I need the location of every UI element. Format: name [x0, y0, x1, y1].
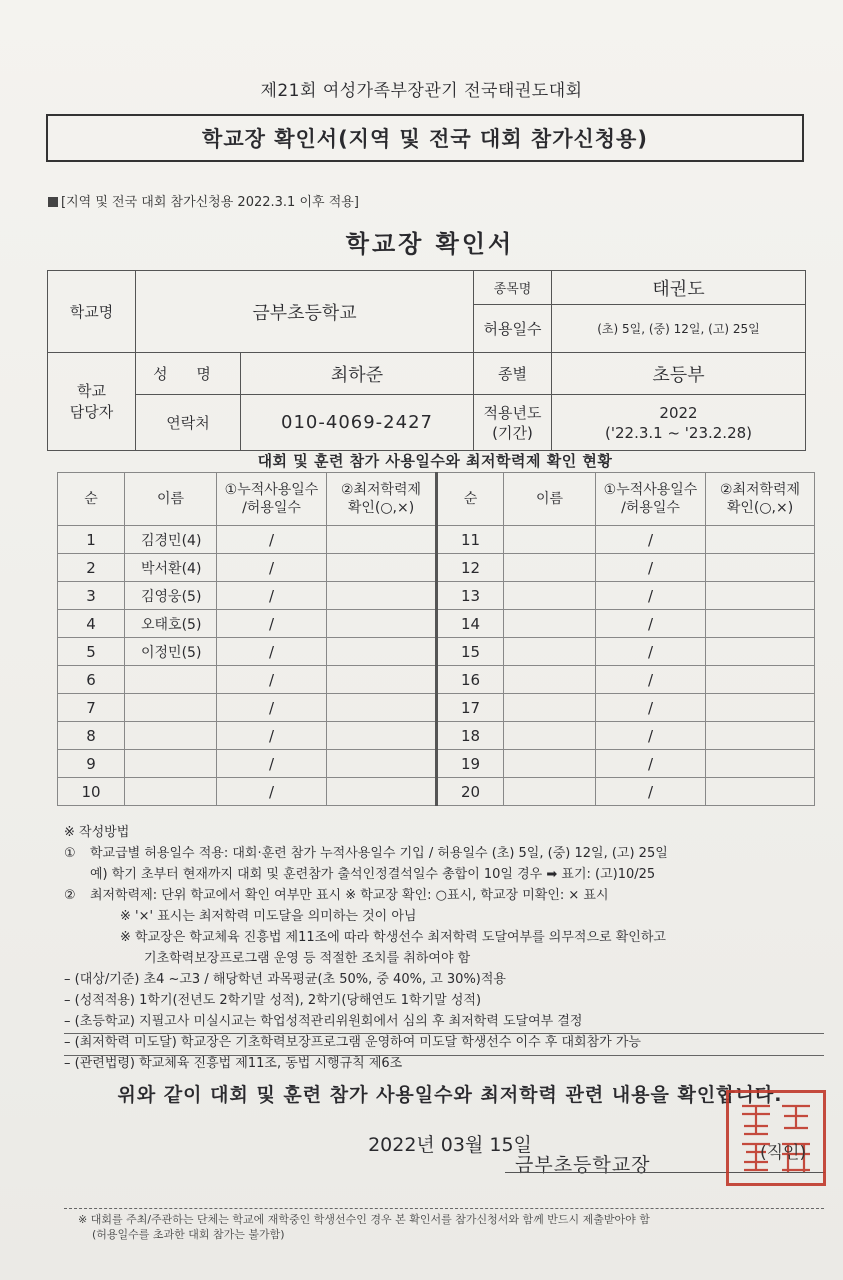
table-row: [58, 778, 815, 806]
table-row: [58, 582, 815, 610]
row-check-right: [706, 610, 815, 638]
note-1-text: 학교급별 허용일수 적용: 대회·훈련 참가 누적사용일수 기입 / 허용일수 (초) 5일, (중) 12일, (고) 25일: [90, 846, 668, 861]
row-name: [125, 694, 217, 722]
detail-target: – (대상/기준) 초4 ~고3 / 해당학년 과목평균(초 50%, 중 40%, 고 30%)적용: [64, 972, 506, 987]
square-bullet-icon: [48, 197, 58, 207]
row-name: 이정민(5): [125, 638, 217, 666]
school-name: 금부초등학교: [136, 271, 474, 353]
row-check-right: [706, 582, 815, 610]
detail-not-reached: – (최저학력 미도달) 학교장은 기초학력보장프로그램 운영하여 미도달 학생선수 이수 후 대회참가 가능: [64, 1035, 641, 1050]
row-check: [327, 554, 437, 582]
row-check: [327, 750, 437, 778]
row-name: [125, 778, 217, 806]
signer-name: 금부초등학교장: [515, 1154, 651, 1176]
footer-note: [78, 1212, 650, 1242]
notes-divider: [64, 1033, 824, 1034]
scope-note: [48, 191, 359, 210]
row-days: /: [217, 778, 327, 806]
header-check-right: ②최저학력제 확인(○,×): [706, 473, 815, 526]
header-no-right: 순: [437, 473, 504, 526]
row-no: 3: [58, 582, 125, 610]
row-no-right: 12: [437, 554, 504, 582]
footer-line-1: ※ 대회를 주최/주관하는 단체는 학교에 재학중인 학생선수인 경우 본 확인서를 참가신청서와 함께 반드시 제출받아야 함: [78, 1213, 650, 1226]
row-days: /: [217, 582, 327, 610]
notes-divider-bottom: [64, 1055, 824, 1056]
row-days: /: [217, 666, 327, 694]
table-header-row: [58, 473, 815, 526]
note-2: [64, 885, 824, 906]
phone-value: 010-4069-2427: [241, 395, 474, 451]
row-no-right: 15: [437, 638, 504, 666]
row-name-right: [504, 778, 596, 806]
row-no: 2: [58, 554, 125, 582]
row-no: 9: [58, 750, 125, 778]
row-name-right: [504, 694, 596, 722]
row-days-right: /: [596, 638, 706, 666]
row-check: [327, 778, 437, 806]
status-title: 대회 및 훈련 참가 사용일수와 최저학력제 확인 현황: [257, 452, 613, 470]
form-title: 학교장 확인서: [345, 230, 515, 258]
row-days: /: [217, 750, 327, 778]
confirmation-statement: 위와 같이 대회 및 훈련 참가 사용일수와 최저학력 관련 내용을 확인합니다.: [117, 1084, 783, 1106]
row-days-right: /: [596, 666, 706, 694]
row-no-right: 17: [437, 694, 504, 722]
row-check: [327, 722, 437, 750]
note-2a: ※ '×' 표시는 최저학력 미도달을 의미하는 것이 아님: [120, 909, 417, 924]
row-check: [327, 666, 437, 694]
row-name-right: [504, 722, 596, 750]
document-title-box: [46, 114, 804, 162]
row-no: 1: [58, 526, 125, 554]
row-days: /: [217, 722, 327, 750]
allow-value: (초) 5일, (중) 12일, (고) 25일: [552, 305, 806, 353]
notes-heading: ※ 작성방법: [64, 825, 130, 840]
row-days-right: /: [596, 526, 706, 554]
note-2-text: 최저학력제: 단위 학교에서 확인 여부만 표시 ※ 학교장 확인: ○표시, 학교장 미확인: × 표시: [90, 888, 609, 903]
row-days-right: /: [596, 554, 706, 582]
row-check: [327, 526, 437, 554]
school-label: 학교명: [48, 271, 136, 353]
note-2c: 기초학력보장프로그램 운영 등 적절한 조치를 취하여야 함: [144, 951, 471, 966]
school-info-table: [47, 270, 806, 451]
row-no: 5: [58, 638, 125, 666]
row-no-right: 13: [437, 582, 504, 610]
row-no: 10: [58, 778, 125, 806]
detail-law: – (관련법령) 학교체육 진흥법 제11조, 동법 시행규칙 제6조: [64, 1056, 403, 1071]
header-name: 이름: [125, 473, 217, 526]
table-row: [58, 750, 815, 778]
row-days-right: /: [596, 778, 706, 806]
row-name-right: [504, 638, 596, 666]
note-2-mark: ②: [64, 888, 76, 903]
row-days-right: /: [596, 722, 706, 750]
header-check: ②최저학력제 확인(○,×): [327, 473, 437, 526]
row-check-right: [706, 750, 815, 778]
row-name: 오태호(5): [125, 610, 217, 638]
instructions: [64, 822, 824, 1074]
row-no: 7: [58, 694, 125, 722]
year-value: 2022 ('22.3.1 ~ '23.2.28): [552, 395, 806, 451]
table-row: [58, 526, 815, 554]
row-name: 박서환(4): [125, 554, 217, 582]
row-name-right: [504, 750, 596, 778]
row-days: /: [217, 694, 327, 722]
note-2b: ※ 학교장은 학교체육 진흥법 제11조에 따라 학생선수 최저학력 도달여부를 의무적으로 확인하고: [120, 930, 666, 945]
footer-line-2: (허용일수를 초과한 대회 참가는 불가함): [92, 1228, 285, 1241]
row-no: 6: [58, 666, 125, 694]
row-check: [327, 582, 437, 610]
name-label: 성 명: [136, 353, 241, 395]
event-title: 제21회 여성가족부장관기 전국태권도대회: [260, 81, 583, 101]
sport-value: 태권도: [552, 271, 806, 305]
row-name: [125, 750, 217, 778]
row-days-right: /: [596, 694, 706, 722]
confirmation-date: 2022년 03월 15일: [368, 1134, 532, 1156]
document-title: 학교장 확인서(지역 및 전국 대회 참가신청용): [202, 127, 648, 151]
row-check-right: [706, 554, 815, 582]
row-no-right: 19: [437, 750, 504, 778]
row-no-right: 16: [437, 666, 504, 694]
footer-divider: [64, 1208, 824, 1209]
division-label: 종별: [474, 353, 552, 395]
row-days: /: [217, 610, 327, 638]
table-row: [58, 638, 815, 666]
row-name-right: [504, 666, 596, 694]
year-label: 적용년도 (기간): [474, 395, 552, 451]
row-name-right: [504, 610, 596, 638]
row-check: [327, 610, 437, 638]
row-name-right: [504, 554, 596, 582]
table-row: [58, 694, 815, 722]
row-days-right: /: [596, 610, 706, 638]
row-check: [327, 638, 437, 666]
row-name: [125, 722, 217, 750]
row-name: [125, 666, 217, 694]
row-days: /: [217, 526, 327, 554]
contact-label: 학교 담당자: [48, 353, 136, 451]
table-row: [58, 666, 815, 694]
row-check-right: [706, 694, 815, 722]
table-row: [58, 722, 815, 750]
row-name: 김영웅(5): [125, 582, 217, 610]
row-days: /: [217, 554, 327, 582]
row-name-right: [504, 526, 596, 554]
row-check-right: [706, 526, 815, 554]
row-no: 8: [58, 722, 125, 750]
athlete-status-table: [57, 472, 815, 806]
row-days: /: [217, 638, 327, 666]
detail-grade: – (성적적용) 1학기(전년도 2학기말 성적), 2학기(당해연도 1학기말 성적): [64, 993, 482, 1008]
row-name-right: [504, 582, 596, 610]
division-value: 초등부: [552, 353, 806, 395]
row-no: 4: [58, 610, 125, 638]
header-no: 순: [58, 473, 125, 526]
allow-label: 허용일수: [474, 305, 552, 353]
header-name-right: 이름: [504, 473, 596, 526]
row-no-right: 18: [437, 722, 504, 750]
phone-label: 연락처: [136, 395, 241, 451]
row-check: [327, 694, 437, 722]
note-1-example: 예) 학기 초부터 현재까지 대회 및 훈련참가 출석인정결석일수 총합이 10일 경우 ➡ 표기: (고)10/25: [90, 867, 656, 882]
table-row: [58, 610, 815, 638]
row-days-right: /: [596, 750, 706, 778]
scope-note-text: [지역 및 전국 대회 참가신청용 2022.3.1 이후 적용]: [61, 195, 359, 210]
row-no-right: 14: [437, 610, 504, 638]
table-row: [58, 554, 815, 582]
sport-label: 종목명: [474, 271, 552, 305]
header-days: ①누적사용일수 /허용일수: [217, 473, 327, 526]
row-no-right: 11: [437, 526, 504, 554]
row-check-right: [706, 778, 815, 806]
row-days-right: /: [596, 582, 706, 610]
row-check-right: [706, 722, 815, 750]
row-check-right: [706, 638, 815, 666]
row-name: 김경민(4): [125, 526, 217, 554]
seal-label: (직인): [760, 1143, 807, 1163]
note-1-mark: ①: [64, 846, 76, 861]
detail-elementary: – (초등학교) 지필고사 미실시교는 학업성적관리위원회에서 심의 후 최저학력 도달여부 결정: [64, 1014, 583, 1029]
row-check-right: [706, 666, 815, 694]
row-no-right: 20: [437, 778, 504, 806]
contact-name: 최하준: [241, 353, 474, 395]
note-1: [64, 843, 824, 864]
header-days-right: ①누적사용일수 /허용일수: [596, 473, 706, 526]
